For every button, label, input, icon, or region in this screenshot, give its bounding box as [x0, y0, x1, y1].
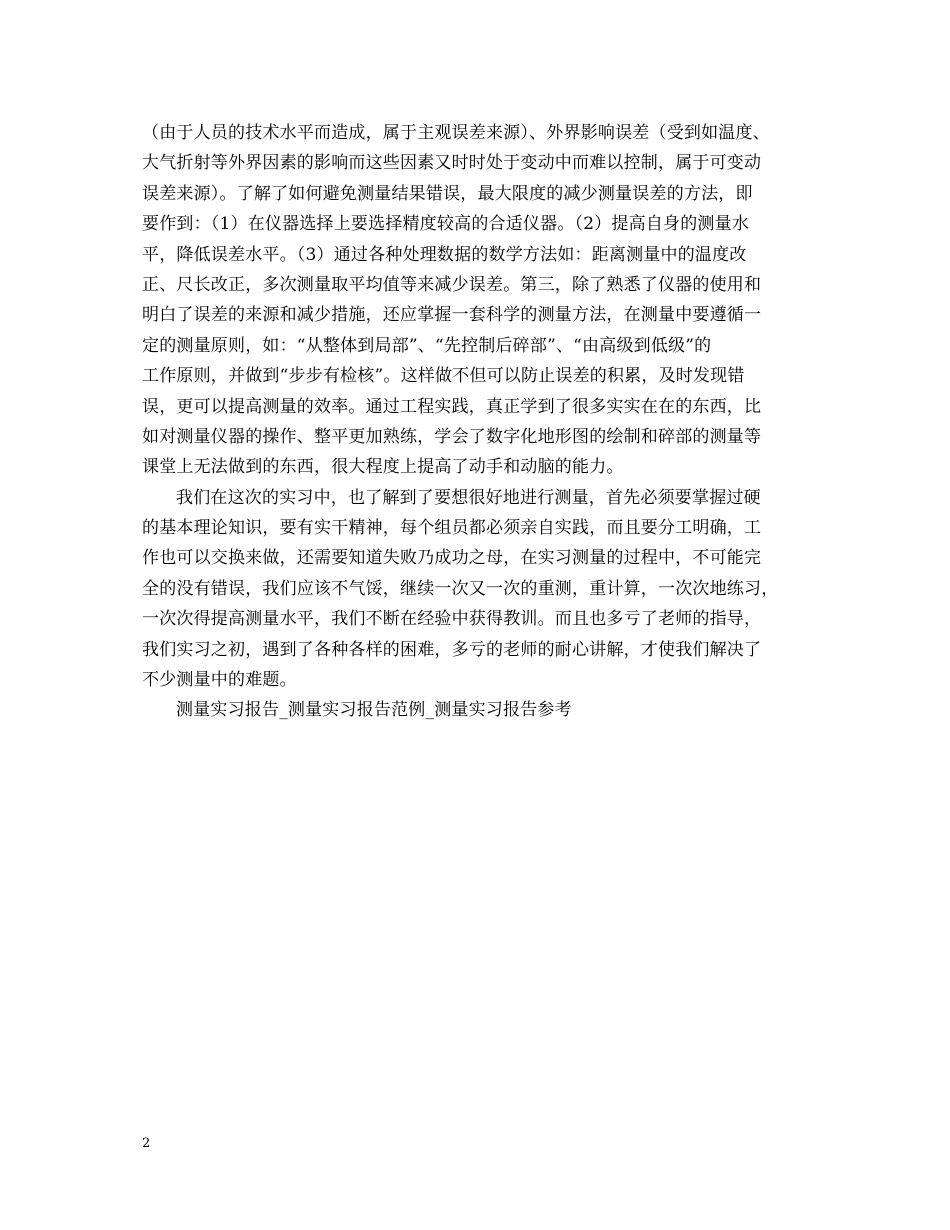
body-text [142, 118, 842, 726]
text-line: 大气折射等外界因素的影响而这些因素又时时处于变动中而难以控制，属于可变动 [142, 153, 762, 174]
text-line: 作也可以交换来做，还需要知道失败乃成功之母，在实习测量的过程中，不可能完 [142, 548, 762, 569]
text-line: 不少测量中的难题。 [142, 670, 297, 691]
text-line: 平，降低误差水平。（3）通过各种处理数据的数学方法如：距离测量中的温度改 [142, 244, 747, 265]
text-line: 误，更可以提高测量的效率。通过工程实践，真正学到了很多实实在在的东西，比 [142, 396, 762, 417]
report-title-line: 测量实习报告_测量实习报告范例_测量实习报告参考 [176, 700, 572, 721]
text-line: 要作到：（1）在仪器选择上要选择精度较高的合适仪器。（2）提高自身的测量水 [142, 214, 750, 235]
text-line: （由于人员的技术水平而造成，属于主观误差来源）、外界影响误差（受到如温度、 [142, 123, 770, 143]
text-line: 的基本理论知识，要有实干精神，每个组员都必须亲自实践，而且要分工明确，工 [142, 518, 762, 539]
text-line: 全的没有错误，我们应该不气馁，继续一次又一次的重测，重计算，一次次地练习， [142, 578, 779, 599]
text-line: 明白了误差的来源和减少措施，还应掌握一套科学的测量方法，在测量中要遵循一 [142, 305, 762, 326]
text-line: 课堂上无法做到的东西，很大程度上提高了动手和动脑的能力。 [142, 457, 624, 478]
text-line: 工作原则，并做到“步步有检核”。这样做不但可以防止误差的积累，及时发现错 [142, 366, 745, 387]
text-line: 一次次得提高测量水平，我们不断在经验中获得教训。而且也多亏了老师的指导， [142, 609, 762, 630]
text-line: 正、尺长改正，多次测量取平均值等来减少误差。第三，除了熟悉了仪器的使用和 [142, 274, 762, 295]
text-line: 如对测量仪器的操作、整平更加熟练，学会了数字化地形图的绘制和碎部的测量等 [142, 426, 762, 447]
page-number: 2 [142, 1136, 151, 1151]
text-line: 定的测量原则，如：“从整体到局部”、“先控制后碎部”、“由高级到低级”的 [142, 335, 712, 356]
text-line: 我们实习之初，遇到了各种各样的困难，多亏的老师的耐心讲解，才使我们解决了 [142, 639, 762, 660]
paragraph-first-line: 我们在这次的实习中，也了解到了要想很好地进行测量，首先必须要掌握过硬 [176, 487, 761, 508]
text-line: 误差来源）。了解了如何避免测量结果错误，最大限度的减少测量误差的方法，即 [142, 183, 753, 204]
